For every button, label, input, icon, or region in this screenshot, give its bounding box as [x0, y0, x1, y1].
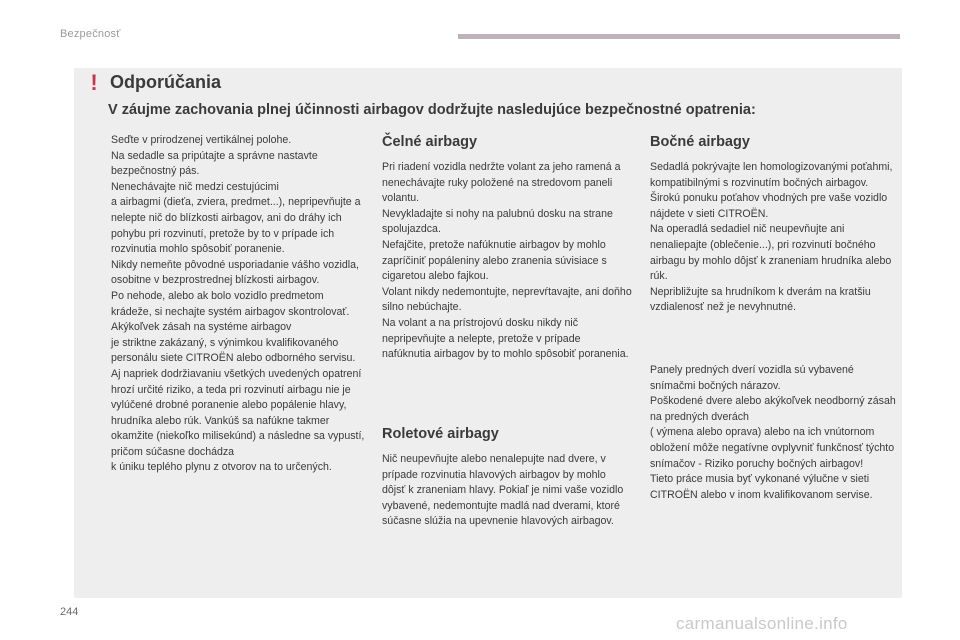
front-airbags-text: Pri riadení vozidla nedržte volant za jeho ramená a nenechávajte ruky položené na stredovom paneli volantu. Nevykladajte si nohy na palubnú dosku na strane spolujazdca. Nefajčite, pretože nafúknutie airbagov by mohlo zapríčiniť popáleniny alebo zranenia súvisiace s cigaretou alebo fajkou. Volant nikdy nedemontujte, neprevŕtavajte, ani doňho silno nebúchajte. Na volant a na prístrojovú dosku nikdy nič nepripevňujte a nelepte, pretože v prípade nafúknutia airbagov by to mohlo spôsobiť poranenia.	[382, 161, 632, 361]
section-label: Bezpečnosť	[60, 28, 121, 40]
panel-title: Odporúčania	[110, 72, 222, 92]
side-sensors-text: Panely predných dverí vozidla sú vybavené snímačmi bočných nárazov. Poškodené dvere alebo akýkoľvek neodborný zásah na predných dverách ( výmena alebo oprava) alebo na ich vnútornom obložení môže negatívne ovplyvniť funkčnosť týchto snímačov - Riziko poruchy bočných airbagov! Tieto práce musia byť vykonané výlučne v sieti CITROËN alebo v inom kvalifikovanom servise.	[650, 364, 896, 501]
panel-subtitle: V záujme zachovania plnej účinnosti airbagov dodržujte nasledujúce bezpečnostné opatrenia:	[108, 102, 756, 118]
side-airbags-section	[650, 132, 896, 316]
general-advice-text: Seďte v prirodzenej vertikálnej polohe. Na sedadle sa pripútajte a správne nastavte bezpečnostný pás. Nenechávajte nič medzi cestujúcimi a airbagmi (dieťa, zviera, predmet...), nepripevňujte a nelepte nič do blízkosti airbagov, ani do dráhy ich pohybu pri rozvinutí, pretože by to v prípade ich rozvinutia mohlo spôsobiť poranenie. Nikdy nemeňte pôvodné usporiadanie vášho vozidla, osobitne v bezprostrednej blízkosti airbagov. Po nehode, alebo ak bolo vozidlo predmetom krádeže, si nechajte systém airbagov skontrolovať. Akýkoľvek zásah na systéme airbagov je striktne zakázaný, s výnimkou kvalifikovaného personálu siete CITROËN alebo odborného servisu. Aj napriek dodržiavaniu všetkých uvedených opatrení hrozí určité riziko, a teda pri rozvinutí airbagu nie je vylúčené drobné poranenie alebo popálenie hlavy, hrudníka alebo rúk. Vankúš sa nafúkne takmer okamžite (niekoľko milisekúnd) a následne sa vypustí, pričom súčasne dochádza k úniku teplého plynu z otvorov na to určených.	[111, 134, 365, 474]
front-airbags-heading: Čelné airbagy	[382, 134, 478, 150]
side-airbags-text: Sedadlá pokrývajte len homologizovanými poťahmi, kompatibilnými s rozvinutím bočných airbagov. Širokú ponuku poťahov vhodných pre vaše vozidlo nájdete v sieti CITROËN. Na operadlá sedadiel nič neupevňujte ani nenaliepajte (oblečenie...), pri rozvinutí bočného airbagu by mohlo dôjsť k zraneniam hrudníka alebo rúk. Nepribližujte sa hrudníkom k dverám na kratšiu vzdialenosť než je nevyhnutné.	[650, 161, 893, 314]
curtain-airbags-section	[382, 424, 632, 530]
curtain-airbags-text: Nič neupevňujte alebo nenalepujte nad dvere, v prípade rozvinutia hlavových airbagov by mohlo dôjsť k zraneniam hlavy. Pokiaľ je nimi vaše vozidlo vybavené, nedemontujte madlá nad dverami, ktoré súčasne slúžia na upevnenie hlavových airbagov.	[382, 453, 624, 528]
header-rule	[458, 34, 900, 39]
side-sensors-section	[650, 363, 896, 503]
general-advice-column	[111, 133, 366, 476]
front-airbags-section	[382, 132, 632, 363]
exclamation-icon: !	[90, 70, 98, 95]
page-number: 244	[60, 606, 79, 618]
side-airbags-heading: Bočné airbagy	[650, 134, 750, 150]
curtain-airbags-heading: Roletové airbagy	[382, 426, 499, 442]
watermark: carmanualsonline.info	[676, 614, 848, 633]
